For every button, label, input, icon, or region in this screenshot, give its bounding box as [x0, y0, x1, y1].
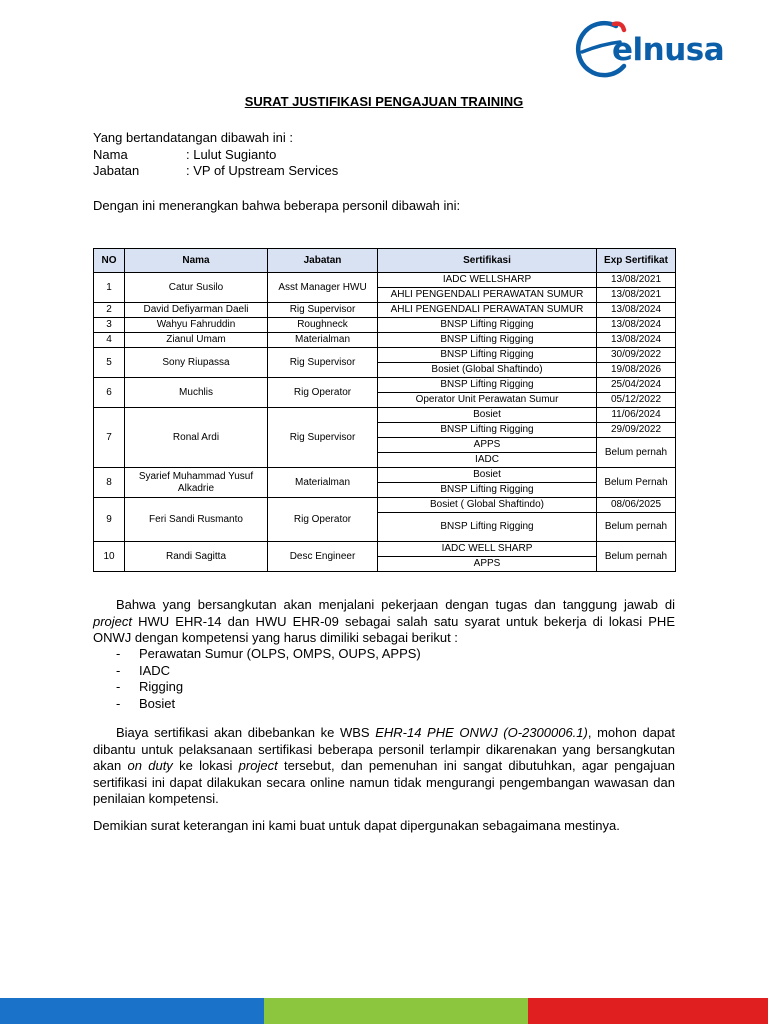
- cell-nama: Zianul Umam: [125, 333, 268, 348]
- cell-sertifikasi: AHLI PENGENDALI PERAWATAN SUMUR: [378, 288, 597, 303]
- cell-exp: 05/12/2022: [597, 393, 676, 408]
- cell-no: 3: [94, 318, 125, 333]
- paragraph-duties: Bahwa yang bersangkutan akan menjalani pekerjaan dengan tugas dan tanggung jawab di project HWU EHR-14 dan HWU EHR-09 sebagai salah satu syarat untuk bekerja di lokasi PHE ONWJ dengan kompetensi yang harus dimiliki sebagai berikut :: [93, 597, 675, 645]
- cell-no: 1: [94, 273, 125, 303]
- cell-exp: 19/08/2026: [597, 363, 676, 378]
- cell-nama: Feri Sandi Rusmanto: [125, 498, 268, 542]
- header-sertifikasi: Sertifikasi: [378, 249, 597, 273]
- cell-exp: 29/09/2022: [597, 423, 676, 438]
- cell-exp: 13/08/2021: [597, 273, 676, 288]
- signatory-name-value: : Lulut Sugianto: [186, 146, 277, 162]
- header-nama: Nama: [125, 249, 268, 273]
- cell-no: 4: [94, 333, 125, 348]
- signatory-position-value: : VP of Upstream Services: [186, 163, 339, 178]
- header-jabatan: Jabatan: [268, 249, 378, 273]
- table-row: [94, 542, 676, 557]
- table-row: [94, 378, 676, 393]
- footer-bar-green: [264, 998, 528, 1024]
- cell-sertifikasi: IADC: [378, 453, 597, 468]
- statement-line: Dengan ini menerangkan bahwa beberapa personil dibawah ini:: [93, 198, 461, 213]
- signatory-name-row: [93, 147, 338, 164]
- cell-sertifikasi: Bosiet ( Global Shaftindo): [378, 498, 597, 513]
- cell-no: 5: [94, 348, 125, 378]
- footer-bar-blue: [0, 998, 264, 1024]
- cell-sertifikasi: APPS: [378, 557, 597, 572]
- cell-jabatan: Rig Supervisor: [268, 348, 378, 378]
- cell-jabatan: Materialman: [268, 333, 378, 348]
- cell-sertifikasi: Bosiet (Global Shaftindo): [378, 363, 597, 378]
- certification-table: [93, 248, 676, 572]
- cell-jabatan: Asst Manager HWU: [268, 273, 378, 303]
- cell-no: 9: [94, 498, 125, 542]
- cell-sertifikasi: Bosiet: [378, 408, 597, 423]
- cell-sertifikasi: BNSP Lifting Rigging: [378, 378, 597, 393]
- table-row: [94, 498, 676, 513]
- table-row: [94, 408, 676, 423]
- table-row: [94, 318, 676, 333]
- cell-sertifikasi: IADC WELLSHARP: [378, 273, 597, 288]
- table-row: [94, 348, 676, 363]
- letter-title: SURAT JUSTIFIKASI PENGAJUAN TRAINING: [244, 94, 524, 109]
- paragraph-cost: Biaya sertifikasi akan dibebankan ke WBS EHR-14 PHE ONWJ (O-2300006.1), mohon dapat dibantu untuk pelaksanaan sertifikasi beberapa personil terlampir dikarenakan yang bersangkutan akan on duty ke lokasi project tersebut, dan pemenuhan ini sangat dibutuhkan, agar pengajuan sertifikasi ini dapat dilakukan secara online namun tidak mengurangi pengembangan wawasan dan penilaian kompetensi.: [93, 725, 675, 806]
- cell-exp: 08/06/2025: [597, 498, 676, 513]
- cell-jabatan: Materialman: [268, 468, 378, 498]
- cell-jabatan: Desc Engineer: [268, 542, 378, 572]
- signatory-position-row: [93, 163, 338, 180]
- cell-exp: Belum pernah: [597, 542, 676, 572]
- cell-no: 7: [94, 408, 125, 468]
- cell-no: 2: [94, 303, 125, 318]
- cell-jabatan: Roughneck: [268, 318, 378, 333]
- logo-wordmark: elnusa: [612, 32, 725, 68]
- signatory-intro-line: Yang bertandatangan dibawah ini :: [93, 130, 293, 145]
- cell-sertifikasi: BNSP Lifting Rigging: [378, 348, 597, 363]
- cell-jabatan: Rig Supervisor: [268, 408, 378, 468]
- header-exp: Exp Sertifikat: [597, 249, 676, 273]
- cell-exp: Belum Pernah: [597, 468, 676, 498]
- cell-nama: Catur Susilo: [125, 273, 268, 303]
- cell-sertifikasi: Bosiet: [378, 468, 597, 483]
- cell-nama: Randi Sagitta: [125, 542, 268, 572]
- cell-nama: Wahyu Fahruddin: [125, 318, 268, 333]
- cell-sertifikasi: BNSP Lifting Rigging: [378, 483, 597, 498]
- cell-nama: David Defiyarman Daeli: [125, 303, 268, 318]
- cell-sertifikasi: BNSP Lifting Rigging: [378, 513, 597, 542]
- table-row: [94, 468, 676, 483]
- signatory-position-label: Jabatan: [93, 163, 140, 178]
- signatory-block: [93, 130, 338, 180]
- table-row: [94, 273, 676, 288]
- cell-sertifikasi: BNSP Lifting Rigging: [378, 423, 597, 438]
- cell-sertifikasi: AHLI PENGENDALI PERAWATAN SUMUR: [378, 303, 597, 318]
- cell-sertifikasi: Operator Unit Perawatan Sumur: [378, 393, 597, 408]
- cell-exp: 11/06/2024: [597, 408, 676, 423]
- list-item: - IADC: [116, 662, 171, 678]
- cell-jabatan: Rig Operator: [268, 378, 378, 408]
- list-item: - Perawatan Sumur (OLPS, OMPS, OUPS, APPS): [116, 646, 421, 661]
- closing-line: Demikian surat keterangan ini kami buat untuk dapat dipergunakan sebagaimana mestinya.: [93, 818, 620, 833]
- cell-exp: 13/08/2024: [597, 333, 676, 348]
- cell-no: 8: [94, 468, 125, 498]
- table-row: [94, 303, 676, 318]
- cell-no: 10: [94, 542, 125, 572]
- table-body: [94, 273, 676, 572]
- cell-sertifikasi: IADC WELL SHARP: [378, 542, 597, 557]
- competency-list: [116, 646, 421, 712]
- elnusa-logo: [574, 20, 754, 80]
- signatory-name-label: Nama: [93, 146, 128, 162]
- cell-exp: Belum pernah: [597, 513, 676, 542]
- table-row: [94, 333, 676, 348]
- cell-exp: 13/08/2024: [597, 303, 676, 318]
- cell-jabatan: Rig Supervisor: [268, 303, 378, 318]
- cell-exp: Belum pernah: [597, 438, 676, 468]
- list-item: - Bosiet: [116, 695, 176, 711]
- list-item: - Rigging: [116, 679, 184, 694]
- cell-exp: 13/08/2021: [597, 288, 676, 303]
- cell-sertifikasi: BNSP Lifting Rigging: [378, 333, 597, 348]
- cell-nama: Muchlis: [125, 378, 268, 408]
- header-no: NO: [94, 249, 125, 273]
- cell-sertifikasi: BNSP Lifting Rigging: [378, 318, 597, 333]
- cell-nama: Sony Riupassa: [125, 348, 268, 378]
- cell-exp: 25/04/2024: [597, 378, 676, 393]
- cell-exp: 30/09/2022: [597, 348, 676, 363]
- cell-no: 6: [94, 378, 125, 408]
- footer-bar-red: [528, 998, 768, 1024]
- table-header-row: [94, 249, 676, 273]
- cell-jabatan: Rig Operator: [268, 498, 378, 542]
- cell-exp: 13/08/2024: [597, 318, 676, 333]
- cell-nama: Syarief Muhammad Yusuf Alkadrie: [125, 468, 268, 498]
- cell-nama: Ronal Ardi: [125, 408, 268, 468]
- cell-sertifikasi: APPS: [378, 438, 597, 453]
